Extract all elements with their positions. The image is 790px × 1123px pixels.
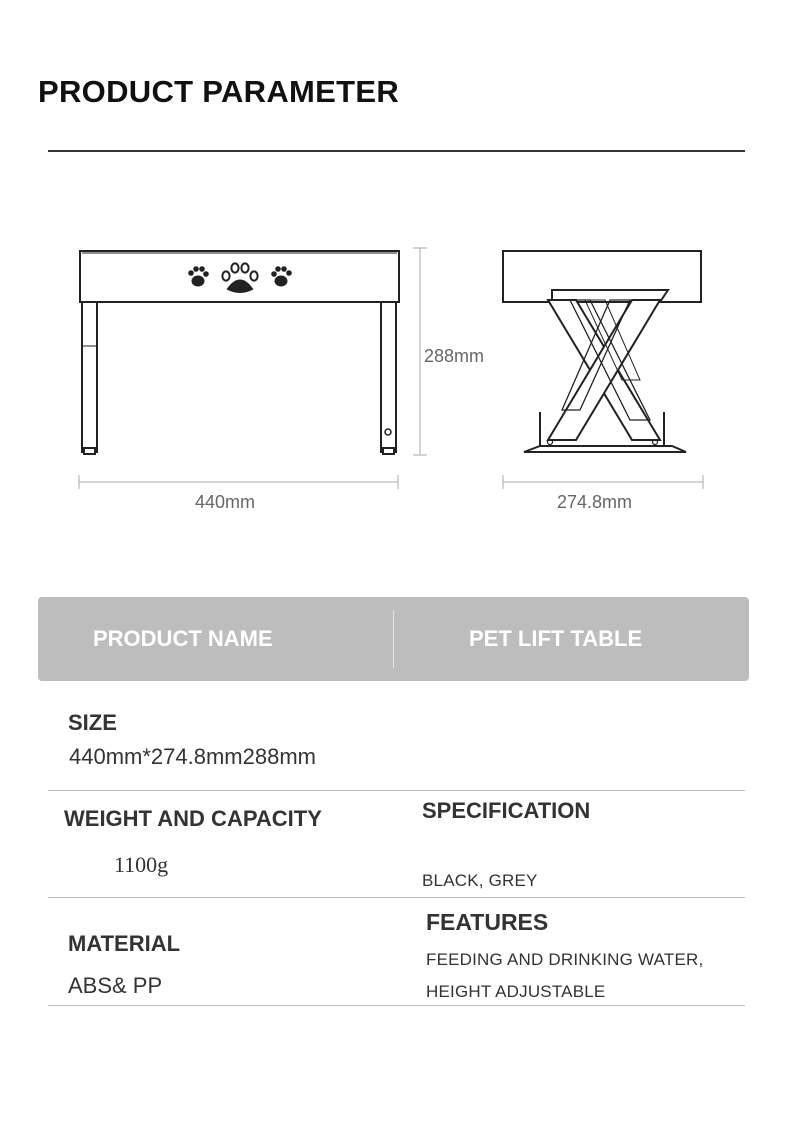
header-divider [393,610,394,668]
material-value: ABS& PP [68,973,163,998]
product-name-label: PRODUCT NAME [93,626,273,651]
product-name-value: PET LIFT TABLE [469,626,643,651]
page-title: PRODUCT PARAMETER [38,74,400,109]
size-label: SIZE [68,710,117,735]
side-view-drawing [503,251,701,452]
product-drawings [0,0,790,560]
features-line-2: HEIGHT ADJUSTABLE [426,982,606,1001]
features-line-1: FEEDING AND DRINKING WATER, [426,950,704,969]
specification-label: SPECIFICATION [422,798,591,823]
width-dimension-label: 440mm [195,492,256,512]
row-divider [48,790,745,791]
depth-dimension-label: 274.8mm [557,492,633,512]
size-value: 440mm*274.8mm288mm [69,744,316,769]
features-label: FEATURES [426,909,549,935]
specification-value: BLACK, GREY [422,871,538,890]
row-divider [48,1005,745,1006]
weight-label: WEIGHT AND CAPACITY [64,806,322,831]
row-divider [48,897,745,898]
weight-value: 1100g [114,852,169,877]
material-label: MATERIAL [68,931,181,956]
height-dimension-label: 288mm [424,346,485,366]
